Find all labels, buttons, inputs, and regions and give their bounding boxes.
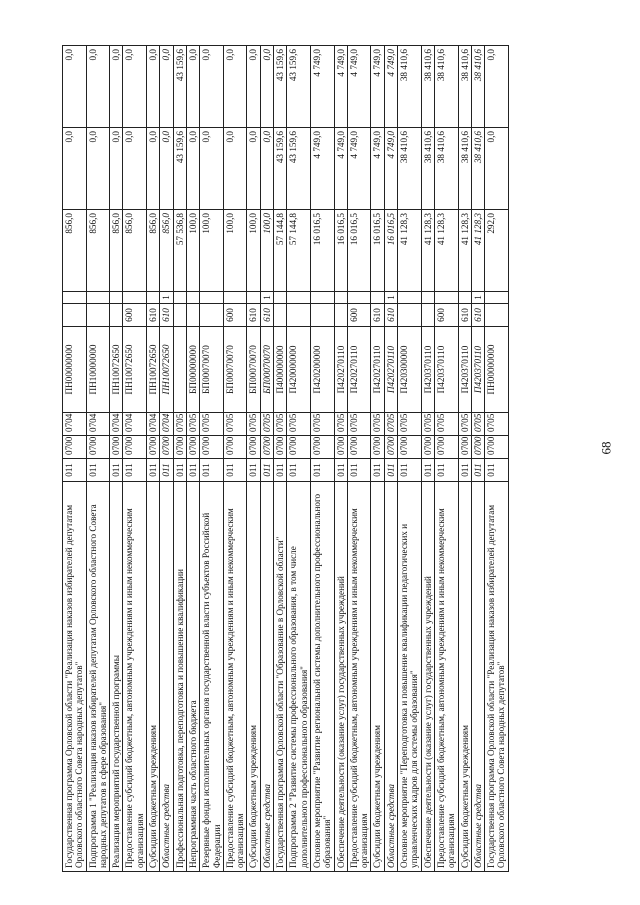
row-target-article: П420370110 (434, 327, 458, 413)
row-grbs: 011 (310, 459, 334, 482)
row-expense-type: 600 (123, 304, 147, 327)
row-grbs: 011 (173, 459, 186, 482)
row-grbs: 011 (200, 459, 224, 482)
table-row (458, 46, 471, 872)
row-razdel: 0700 (63, 436, 87, 459)
row-value-3: 0,0 (200, 46, 224, 128)
table-row (147, 46, 160, 872)
row-razdel: 0700 (223, 436, 247, 459)
row-podrazdel: 0705 (371, 413, 384, 436)
row-razdel: 0700 (160, 436, 173, 459)
row-value-3: 0,0 (160, 46, 173, 128)
row-mark (458, 292, 471, 304)
row-expense-type (173, 304, 186, 327)
row-mark (63, 292, 87, 304)
table-row (274, 46, 287, 872)
row-mark (247, 292, 260, 304)
table-row (223, 46, 247, 872)
row-target-article: БП00070070 (200, 327, 224, 413)
row-name: Областные средства (471, 482, 484, 872)
row-razdel: 0700 (110, 436, 123, 459)
row-podrazdel: 0705 (458, 413, 471, 436)
row-name: Обеспечение деятельности (оказание услуг) государственных учреждений (334, 482, 347, 872)
row-value-2: 43 159,6 (173, 128, 186, 210)
table-row (123, 46, 147, 872)
row-name: Субсидии бюджетным учреждениям (458, 482, 471, 872)
row-name: Подпрограмма 1 "Реализация наказов избирателей депутатам Орловского областного Совета народных депутатов в сфере образования" (86, 482, 110, 872)
row-target-article: П420370110 (458, 327, 471, 413)
row-name: Субсидии бюджетным учреждениям (371, 482, 384, 872)
row-mark (287, 292, 311, 304)
row-value-1: 41 128,3 (434, 210, 458, 292)
row-target-article: П420270110 (347, 327, 371, 413)
row-value-1: 100,0 (200, 210, 224, 292)
row-value-1: 41 128,3 (421, 210, 434, 292)
row-razdel: 0700 (147, 436, 160, 459)
row-value-1: 41 128,3 (398, 210, 422, 292)
row-value-1: 41 128,3 (458, 210, 471, 292)
row-target-article: ПН10072650 (160, 327, 173, 413)
row-value-2: 4 749,0 (347, 128, 371, 210)
row-podrazdel: 0705 (421, 413, 434, 436)
row-value-1: 856,0 (147, 210, 160, 292)
row-expense-type: 610 (371, 304, 384, 327)
row-mark: 1 (471, 292, 484, 304)
row-mark (434, 292, 458, 304)
row-value-2: 0,0 (123, 128, 147, 210)
table-row (160, 46, 173, 872)
row-mark (200, 292, 224, 304)
row-value-1: 16 016,5 (310, 210, 334, 292)
row-value-3: 0,0 (223, 46, 247, 128)
row-name: Государственная программа Орловской области "Образование в Орловской области" (274, 482, 287, 872)
row-razdel: 0700 (247, 436, 260, 459)
row-name: Профессиональная подготовка, переподготовка и повышение квалификации (173, 482, 186, 872)
row-value-3: 0,0 (247, 46, 260, 128)
row-expense-type: 600 (434, 304, 458, 327)
row-grbs: 011 (160, 459, 173, 482)
row-value-3: 43 159,6 (274, 46, 287, 128)
row-expense-type: 610 (471, 304, 484, 327)
row-grbs: 011 (458, 459, 471, 482)
table-row (371, 46, 384, 872)
row-value-2: 38 410,6 (421, 128, 434, 210)
row-value-2: 0,0 (260, 128, 273, 210)
row-podrazdel: 0704 (160, 413, 173, 436)
row-podrazdel: 0705 (173, 413, 186, 436)
row-podrazdel: 0704 (86, 413, 110, 436)
row-grbs: 011 (471, 459, 484, 482)
row-value-3: 43 159,6 (173, 46, 186, 128)
row-razdel: 0700 (173, 436, 186, 459)
row-mark (186, 292, 199, 304)
row-value-2: 0,0 (63, 128, 87, 210)
table-row (247, 46, 260, 872)
row-target-article: БП00070070 (247, 327, 260, 413)
row-value-1: 57 536,8 (173, 210, 186, 292)
row-value-2: 0,0 (160, 128, 173, 210)
row-grbs: 011 (371, 459, 384, 482)
row-podrazdel: 0705 (398, 413, 422, 436)
row-value-1: 856,0 (160, 210, 173, 292)
row-name: Субсидии бюджетным учреждениям (247, 482, 260, 872)
row-podrazdel: 0704 (123, 413, 147, 436)
row-target-article: БП00070070 (260, 327, 273, 413)
row-value-1: 856,0 (110, 210, 123, 292)
row-podrazdel: 0705 (471, 413, 484, 436)
row-expense-type (398, 304, 422, 327)
table-row (200, 46, 224, 872)
row-razdel: 0700 (86, 436, 110, 459)
row-name: Резервные фонды исполнительных органов государственной власти субъектов Российской Федерации (200, 482, 224, 872)
row-value-1: 57 144,8 (274, 210, 287, 292)
row-target-article: П420370110 (471, 327, 484, 413)
row-expense-type: 610 (160, 304, 173, 327)
row-value-2: 43 159,6 (274, 128, 287, 210)
row-grbs: 011 (186, 459, 199, 482)
row-target-article: ПН00000000 (485, 327, 509, 413)
table-row (434, 46, 458, 872)
row-razdel: 0700 (260, 436, 273, 459)
row-expense-type: 610 (247, 304, 260, 327)
row-value-3: 4 749,0 (371, 46, 384, 128)
row-name: Основное мероприятие "Развитие региональной системы дополнительного профессионального образования" (310, 482, 334, 872)
row-value-2: 0,0 (186, 128, 199, 210)
row-expense-type: 610 (147, 304, 160, 327)
row-podrazdel: 0705 (334, 413, 347, 436)
row-mark: 1 (384, 292, 397, 304)
row-mark (86, 292, 110, 304)
row-razdel: 0700 (471, 436, 484, 459)
row-name: Реализация мероприятий государственной программы (110, 482, 123, 872)
row-expense-type (63, 304, 87, 327)
row-podrazdel: 0705 (274, 413, 287, 436)
row-target-article: П420270110 (371, 327, 384, 413)
row-value-1: 100,0 (186, 210, 199, 292)
row-value-3: 38 410,6 (434, 46, 458, 128)
row-target-article: БП00000000 (186, 327, 199, 413)
table-row (63, 46, 87, 872)
row-value-3: 0,0 (485, 46, 509, 128)
row-value-3: 0,0 (186, 46, 199, 128)
row-name: Предоставление субсидий бюджетным, автономным учреждениям и иным некоммерческим организациям (434, 482, 458, 872)
row-value-2: 43 159,6 (287, 128, 311, 210)
row-target-article: ПН10072650 (147, 327, 160, 413)
table-row (173, 46, 186, 872)
table-row (287, 46, 311, 872)
row-target-article: ПН10000000 (86, 327, 110, 413)
row-target-article: П420370110 (421, 327, 434, 413)
row-value-3: 0,0 (86, 46, 110, 128)
row-mark (371, 292, 384, 304)
row-grbs: 011 (223, 459, 247, 482)
row-expense-type (485, 304, 509, 327)
row-value-1: 856,0 (86, 210, 110, 292)
row-mark (421, 292, 434, 304)
row-target-article (173, 327, 186, 413)
row-razdel: 0700 (398, 436, 422, 459)
row-grbs: 011 (334, 459, 347, 482)
row-value-2: 0,0 (223, 128, 247, 210)
row-value-1: 856,0 (123, 210, 147, 292)
row-target-article: ПН00000000 (63, 327, 87, 413)
row-podrazdel: 0705 (485, 413, 509, 436)
row-grbs: 011 (86, 459, 110, 482)
row-expense-type (86, 304, 110, 327)
row-value-3: 38 410,6 (458, 46, 471, 128)
row-name: Государственная программа Орловской области "Реализация наказов избирателей депутатам Орловского областного Совета народных депутатов" (63, 482, 87, 872)
row-mark (347, 292, 371, 304)
table-row (186, 46, 199, 872)
row-value-2: 38 410,6 (398, 128, 422, 210)
row-value-1: 41 128,3 (471, 210, 484, 292)
row-name: Областные средства (260, 482, 273, 872)
row-grbs: 011 (347, 459, 371, 482)
row-value-1: 57 144,8 (287, 210, 311, 292)
row-value-2: 38 410,6 (471, 128, 484, 210)
row-value-2: 4 749,0 (384, 128, 397, 210)
row-value-1: 100,0 (260, 210, 273, 292)
row-target-article: П420270110 (384, 327, 397, 413)
row-value-3: 0,0 (110, 46, 123, 128)
row-podrazdel: 0705 (260, 413, 273, 436)
rotated-page-content (62, 46, 582, 872)
row-value-3: 38 410,6 (471, 46, 484, 128)
row-name: Предоставление субсидий бюджетным, автономным учреждениям и иным некоммерческим организациям (223, 482, 247, 872)
row-razdel: 0700 (347, 436, 371, 459)
row-mark: 1 (160, 292, 173, 304)
row-value-3: 4 749,0 (384, 46, 397, 128)
table-row (398, 46, 422, 872)
row-mark (274, 292, 287, 304)
row-grbs: 011 (398, 459, 422, 482)
row-value-2: 0,0 (485, 128, 509, 210)
row-razdel: 0700 (186, 436, 199, 459)
row-razdel: 0700 (485, 436, 509, 459)
row-razdel: 0700 (123, 436, 147, 459)
row-mark: 1 (260, 292, 273, 304)
row-name: Основное мероприятие "Переподготовка и повышение квалификации педагогических и управленческих кадров для системы образования" (398, 482, 422, 872)
row-mark (334, 292, 347, 304)
row-grbs: 011 (247, 459, 260, 482)
row-podrazdel: 0705 (384, 413, 397, 436)
row-target-article: БП00070070 (223, 327, 247, 413)
row-mark (485, 292, 509, 304)
row-expense-type (421, 304, 434, 327)
row-expense-type: 610 (260, 304, 273, 327)
row-name: Субсидии бюджетным учреждениям (147, 482, 160, 872)
row-value-3: 0,0 (63, 46, 87, 128)
row-razdel: 0700 (334, 436, 347, 459)
row-podrazdel: 0704 (63, 413, 87, 436)
row-value-2: 4 749,0 (334, 128, 347, 210)
row-grbs: 011 (287, 459, 311, 482)
row-value-3: 43 159,6 (287, 46, 311, 128)
row-value-3: 38 410,6 (421, 46, 434, 128)
row-value-3: 0,0 (147, 46, 160, 128)
row-mark (110, 292, 123, 304)
row-value-2: 4 749,0 (371, 128, 384, 210)
row-podrazdel: 0704 (147, 413, 160, 436)
row-value-1: 292,0 (485, 210, 509, 292)
row-razdel: 0700 (274, 436, 287, 459)
row-mark (173, 292, 186, 304)
row-grbs: 011 (110, 459, 123, 482)
row-value-1: 16 016,5 (371, 210, 384, 292)
row-expense-type: 610 (384, 304, 397, 327)
row-podrazdel: 0705 (434, 413, 458, 436)
row-value-3: 4 749,0 (347, 46, 371, 128)
row-target-article: ПН10072650 (123, 327, 147, 413)
row-value-2: 0,0 (200, 128, 224, 210)
row-podrazdel: 0705 (310, 413, 334, 436)
row-value-1: 100,0 (223, 210, 247, 292)
row-razdel: 0700 (384, 436, 397, 459)
row-grbs: 011 (260, 459, 273, 482)
row-name: Областные средства (160, 482, 173, 872)
budget-table-body (63, 46, 509, 872)
table-row (384, 46, 397, 872)
table-row (310, 46, 334, 872)
row-razdel: 0700 (434, 436, 458, 459)
row-value-2: 0,0 (147, 128, 160, 210)
row-expense-type (310, 304, 334, 327)
row-mark (123, 292, 147, 304)
row-value-2: 0,0 (86, 128, 110, 210)
row-target-article: П400000000 (274, 327, 287, 413)
row-podrazdel: 0705 (186, 413, 199, 436)
row-target-article: П420270110 (334, 327, 347, 413)
row-value-2: 38 410,6 (434, 128, 458, 210)
row-value-3: 0,0 (123, 46, 147, 128)
row-name: Непрограммная часть областного бюджета (186, 482, 199, 872)
row-razdel: 0700 (287, 436, 311, 459)
row-name: Предоставление субсидий бюджетным, автономным учреждениям и иным некоммерческим организациям (123, 482, 147, 872)
row-value-1: 856,0 (63, 210, 87, 292)
row-grbs: 011 (421, 459, 434, 482)
row-value-2: 4 749,0 (310, 128, 334, 210)
row-expense-type (200, 304, 224, 327)
row-grbs: 011 (123, 459, 147, 482)
row-expense-type (186, 304, 199, 327)
table-row (485, 46, 509, 872)
row-value-1: 16 016,5 (384, 210, 397, 292)
row-podrazdel: 0705 (200, 413, 224, 436)
budget-table (62, 45, 509, 872)
row-mark (147, 292, 160, 304)
row-expense-type: 600 (347, 304, 371, 327)
row-name: Государственная программа Орловской области "Реализация наказов избирателей депутатам Орловского областного Совета народных депутатов" (485, 482, 509, 872)
row-podrazdel: 0705 (347, 413, 371, 436)
row-podrazdel: 0705 (223, 413, 247, 436)
row-razdel: 0700 (421, 436, 434, 459)
row-value-2: 0,0 (247, 128, 260, 210)
row-value-3: 38 410,6 (398, 46, 422, 128)
row-expense-type (287, 304, 311, 327)
row-razdel: 0700 (371, 436, 384, 459)
page-number: 68 (598, 441, 614, 455)
row-value-1: 16 016,5 (334, 210, 347, 292)
row-podrazdel: 0705 (247, 413, 260, 436)
row-grbs: 011 (147, 459, 160, 482)
row-mark (398, 292, 422, 304)
row-name: Предоставление субсидий бюджетным, автономным учреждениям и иным некоммерческим организациям (347, 482, 371, 872)
row-razdel: 0700 (310, 436, 334, 459)
row-grbs: 011 (63, 459, 87, 482)
row-name: Подпрограмма 2 "Развитие системы профессионального образования, в том числе дополнительного профессионального образования" (287, 482, 311, 872)
row-grbs: 011 (434, 459, 458, 482)
row-podrazdel: 0705 (287, 413, 311, 436)
row-target-article: П420300000 (398, 327, 422, 413)
row-expense-type: 610 (458, 304, 471, 327)
row-value-1: 100,0 (247, 210, 260, 292)
table-row (334, 46, 347, 872)
table-row (347, 46, 371, 872)
row-grbs: 011 (384, 459, 397, 482)
row-grbs: 011 (274, 459, 287, 482)
table-row (260, 46, 273, 872)
row-name: Областные средства (384, 482, 397, 872)
row-target-article: ПН10072650 (110, 327, 123, 413)
row-value-3: 4 749,0 (310, 46, 334, 128)
row-value-2: 38 410,6 (458, 128, 471, 210)
row-value-3: 4 749,0 (334, 46, 347, 128)
row-expense-type (110, 304, 123, 327)
row-expense-type: 600 (223, 304, 247, 327)
row-name: Обеспечение деятельности (оказание услуг) государственных учреждений (421, 482, 434, 872)
row-razdel: 0700 (458, 436, 471, 459)
row-grbs: 011 (485, 459, 509, 482)
table-row (86, 46, 110, 872)
row-podrazdel: 0704 (110, 413, 123, 436)
row-razdel: 0700 (200, 436, 224, 459)
row-expense-type (334, 304, 347, 327)
row-value-1: 16 016,5 (347, 210, 371, 292)
table-row (421, 46, 434, 872)
row-mark (310, 292, 334, 304)
row-target-article: П420000000 (287, 327, 311, 413)
table-row (471, 46, 484, 872)
row-value-3: 0,0 (260, 46, 273, 128)
row-target-article: П420200000 (310, 327, 334, 413)
row-mark (223, 292, 247, 304)
row-value-2: 0,0 (110, 128, 123, 210)
row-expense-type (274, 304, 287, 327)
table-row (110, 46, 123, 872)
